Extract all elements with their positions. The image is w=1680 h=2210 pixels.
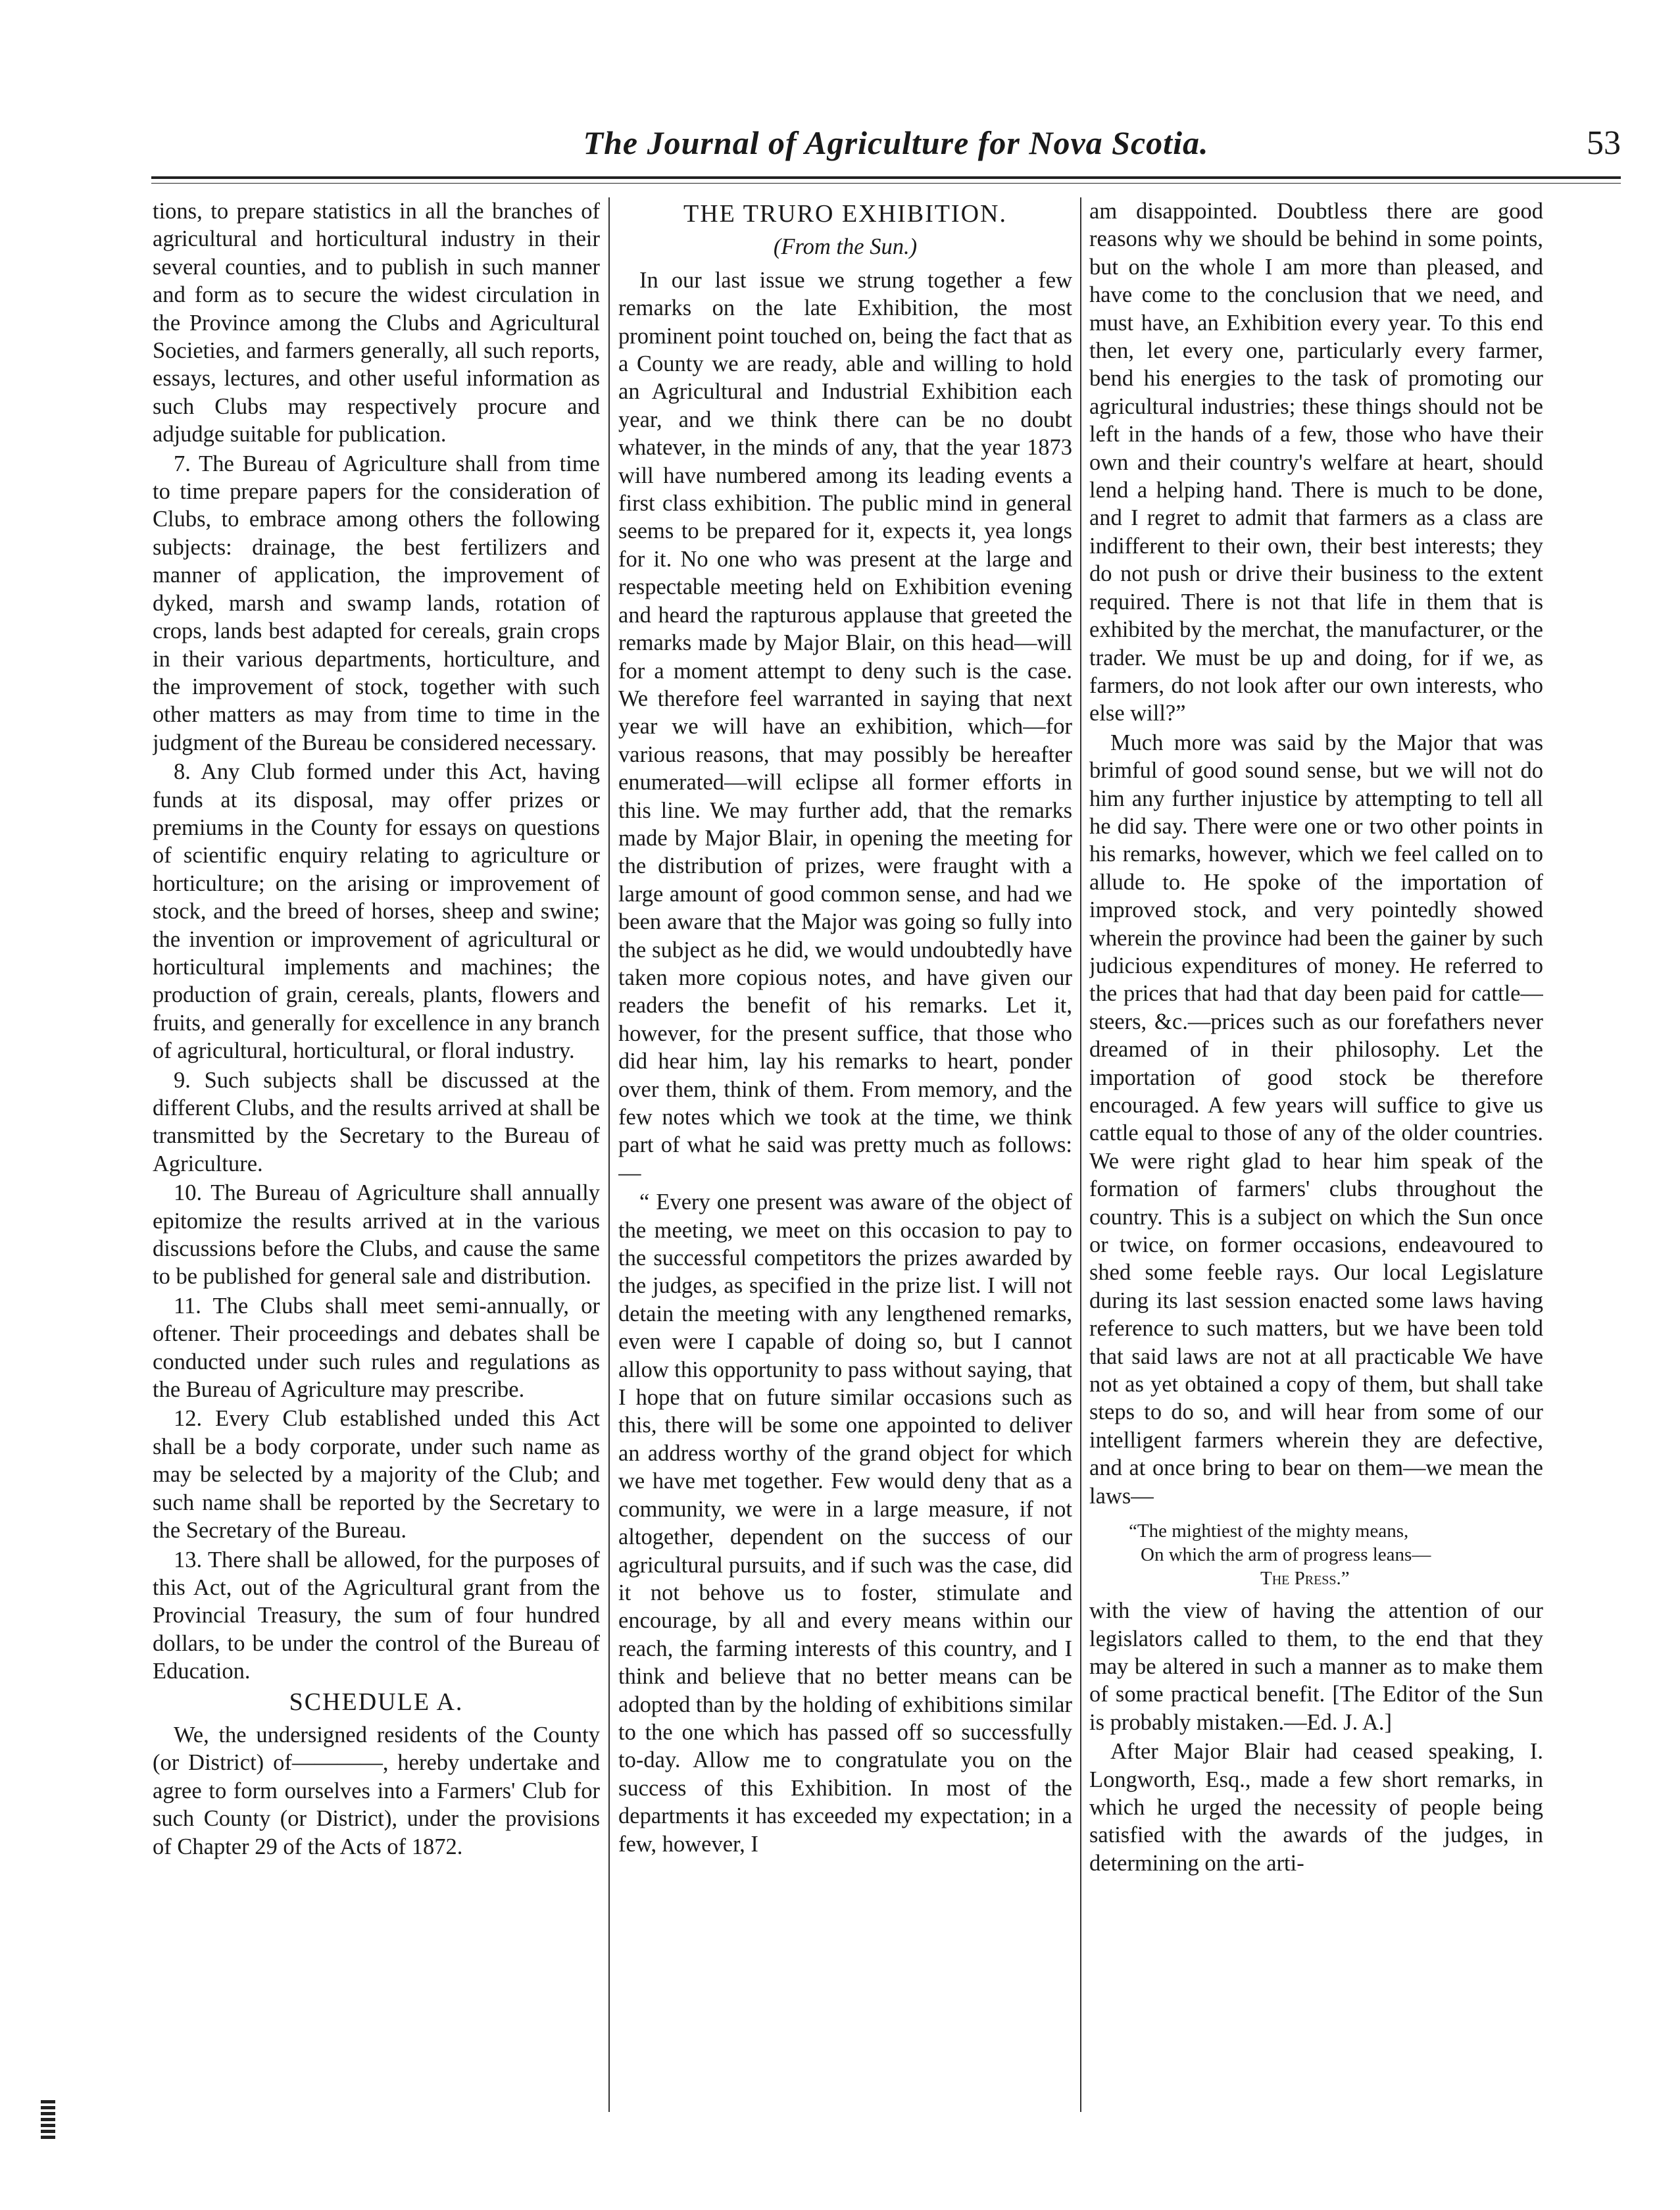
verse-line: On which the arm of progress leans—	[1141, 1544, 1431, 1566]
paragraph: 7. The Bureau of Agriculture shall from time to time prepare papers for the consideration of Clubs, to embrace among others the following subjects: drainage, the best fertilizers and manner of application, the improvement of dyked, marsh and swamp lands, rotation of crops, lands best adapted for cereals, grain crops in their various departments, horticulture, and the improvement of stock, together with such other matters as may from time to time in the judgment of the Bureau be considered necessary.	[153, 451, 600, 755]
paragraph: 9. Such subjects shall be discussed at the different Clubs, and the results arrived at shall be transmitted by the Secretary to the Bureau of Agriculture.	[153, 1067, 600, 1176]
column-right	[1089, 197, 1543, 2145]
paragraph: In our last issue we strung together a few remarks on the late Exhibition, the most prominent point touched on, being the fact that as a County we are ready, able and willing to hold an Agricultural and Industrial Exhibition each year, and we think there can be no doubt whatever, in the minds of any, that the year 1873 will have numbered among its leading events a first class exhibition. The public mind in general seems to be prepared for it, expects it, yea longs for it. No one who was present at the large and respectable meeting held on Exhibition evening and heard the rapturous applause that greeted the remarks made by Major Blair, on this head—will for a moment attempt to deny such is the case. We therefore feel warranted in saying that next year we will have an exhibition, which—for various reasons, that may possibly be hereafter enumerated—will eclipse all former efforts in this line. We may further add, that the remarks made by Major Blair, in opening the meeting for the distribution of prizes, were fraught with a large amount of good common sense, and had we been aware that the Major was going so fully into the subject as he did, we would undoubtedly have taken more copious notes, and have given our readers the benefit of his remarks. Let it, however, for the present suffice, that those who did hear him, lay his remarks to heart, ponder over them, think of them. From memory, and the few notes which we took at the time, we think part of what he said was pretty much as follows:—	[618, 267, 1072, 1186]
verse-line: “The mightiest of the mighty means,	[1129, 1520, 1409, 1542]
column-divider	[608, 197, 610, 2112]
margin-mark	[41, 2100, 55, 2140]
paragraph: After Major Blair had ceased speaking, I. Longworth, Esq., made a few short remarks, in which he urged the necessity of people being satisfied with the awards of the judges, in determining on the arti-	[1089, 1739, 1543, 1876]
paragraph: am disappointed. Doubtless there are good reasons why we should be behind in some points, but on the whole I am more than pleased, and have come to the conclusion that we need, and must have, an Exhibition every year. To this end then, let every one, particularly every farmer, bend his energies to the task of promoting our agricultural industries; these things should not be left in the hands of a few, those who have their own and their country's welfare at heart, should lend a helping hand. There is much to be done, and I regret to admit that farmers as a class are indifferent to their own, their best interests; they do not push or drive their business to the extent required. There is not that life in them that is exhibited by the merchat, the manufacturer, or the trader. We must be up and doing, for if we, as farmers, do not look after our own interests, who else will?”	[1089, 199, 1543, 726]
quoted-verse	[1089, 1519, 1543, 1590]
page-header	[151, 124, 1641, 170]
article-source: (From the Sun.)	[773, 234, 918, 260]
page-number: 53	[1587, 124, 1621, 162]
paragraph: 11. The Clubs shall meet semi-annually, or oftener. Their proceedings and debates shall be conducted under such rules and regulations as the Bureau of Agriculture may prescribe.	[153, 1293, 600, 1403]
header-rule	[151, 176, 1621, 184]
paragraph: 13. There shall be allowed, for the purposes of this Act, out of the Agricultural grant from the Provincial Treasury, the sum of four hundred dollars, to be under the control of the Bureau of Education.	[153, 1547, 600, 1684]
column-divider	[1080, 197, 1081, 2112]
paragraph: with the view of having the attention of our legislators called to them, to the end that they may be altered in such a manner as to make them of some practical benefit. [The Editor of the Sun is probably mistaken.—Ed. J. A.]	[1089, 1598, 1543, 1735]
verse-attribution: The Press.”	[1260, 1568, 1350, 1590]
paragraph: Much more was said by the Major that was brimful of good sound sense, but we will not do him any further injustice by attempting to tell all he did say. There were one or two other points in his remarks, however, which we feel called on to allude to. He spoke of the importation of improved stock, and very pointedly showed wherein the province had been the gainer by such judicious expenditures of money. He referred to the prices that had that day been paid for cattle—steers, &c.—prices such as our forefathers never dreamed of in their philosophy. Let the importation of good stock be therefore encouraged. A few years will suffice to give us cattle equal to those of any of the older countries. We were right glad to hear him speak of the formation of farmers' clubs throughout the country. This is a subject on which the Sun once or twice, on former occasions, endeavoured to shed some feeble rays. Our local Legislature during its last session enacted some laws having reference to such matters, but we have been told that said laws are not at all practicable We have not as yet obtained a copy of them, but shall take steps to do so, and will hear from some of our intelligent farmers wherein they are defective, and at once bring to bear on them—we mean the laws—	[1089, 730, 1543, 1509]
paragraph: We, the undersigned residents of the County (or District) of————, hereby undertake and agree to form ourselves into a Farmers' Club for such County (or District), under the provisions of Chapter 29 of the Acts of 1872.	[153, 1722, 600, 1859]
schedule-heading: SCHEDULE A.	[289, 1688, 464, 1716]
column-left	[153, 197, 600, 2145]
paragraph: 10. The Bureau of Agriculture shall annually epitomize the results arrived at in the various discussions before the Clubs, and cause the same to be published for general sale and distribution.	[153, 1180, 600, 1290]
paragraph: tions, to prepare statistics in all the branches of agricultural and horticultural industry in their several counties, and to publish in such manner and form as to secure the widest circulation in the Province among the Clubs and Agricultural Societies, and farmers generally, all such reports, essays, lectures, and other useful information as such Clubs may respectively procure and adjudge suitable for publication.	[153, 199, 600, 447]
paragraph: 8. Any Club formed under this Act, having funds at its disposal, may offer prizes or premiums in the County for essays on questions of scientific enquiry relating to agriculture or horticulture; on the arising or improvement of stock, and the breed of horses, sheep and swine; the invention or improvement of agricultural or horticultural implements and machines; the production of grain, cereals, plants, flowers and fruits, and generally for excellence in any branch of agricultural, horticultural, or floral industry.	[153, 759, 600, 1064]
paragraph: “ Every one present was aware of the object of the meeting, we meet on this occasion to pay to the successful competitors the prizes awarded by the judges, as specified in the prize list. I will not detain the meeting with any lengthened remarks, even were I capable of doing so, but I cannot allow this opportunity to pass without saying, that I hope that on future similar occasions such as this, there will be some one appointed to deliver an address worthy of the grand object for which we have met together. Few would deny that as a community, we were in a large measure, if not altogether, dependent on the success of our agricultural pursuits, and if such was the case, did it not behove us to foster, stimulate and encourage, by all and every means within our reach, the farming interests of this country, and I think and believe that no better means can be adopted than by the holding of exhibitions similar to the one which has passed off so successfully to-day. Allow me to congratulate you on the success of this Exhibition. In most of the departments it has exceeded my expectation; in a few, however, I	[618, 1190, 1072, 1857]
article-heading: THE TRURO EXHIBITION.	[683, 200, 1007, 228]
paragraph: 12. Every Club established unded this Act shall be a body corporate, under such name as may be selected by a majority of the Club; and such name shall be reported by the Secretary to the Secretary of the Bureau.	[153, 1406, 600, 1544]
running-title: The Journal of Agriculture for Nova Scotia.	[583, 124, 1209, 161]
column-middle	[618, 197, 1072, 2145]
